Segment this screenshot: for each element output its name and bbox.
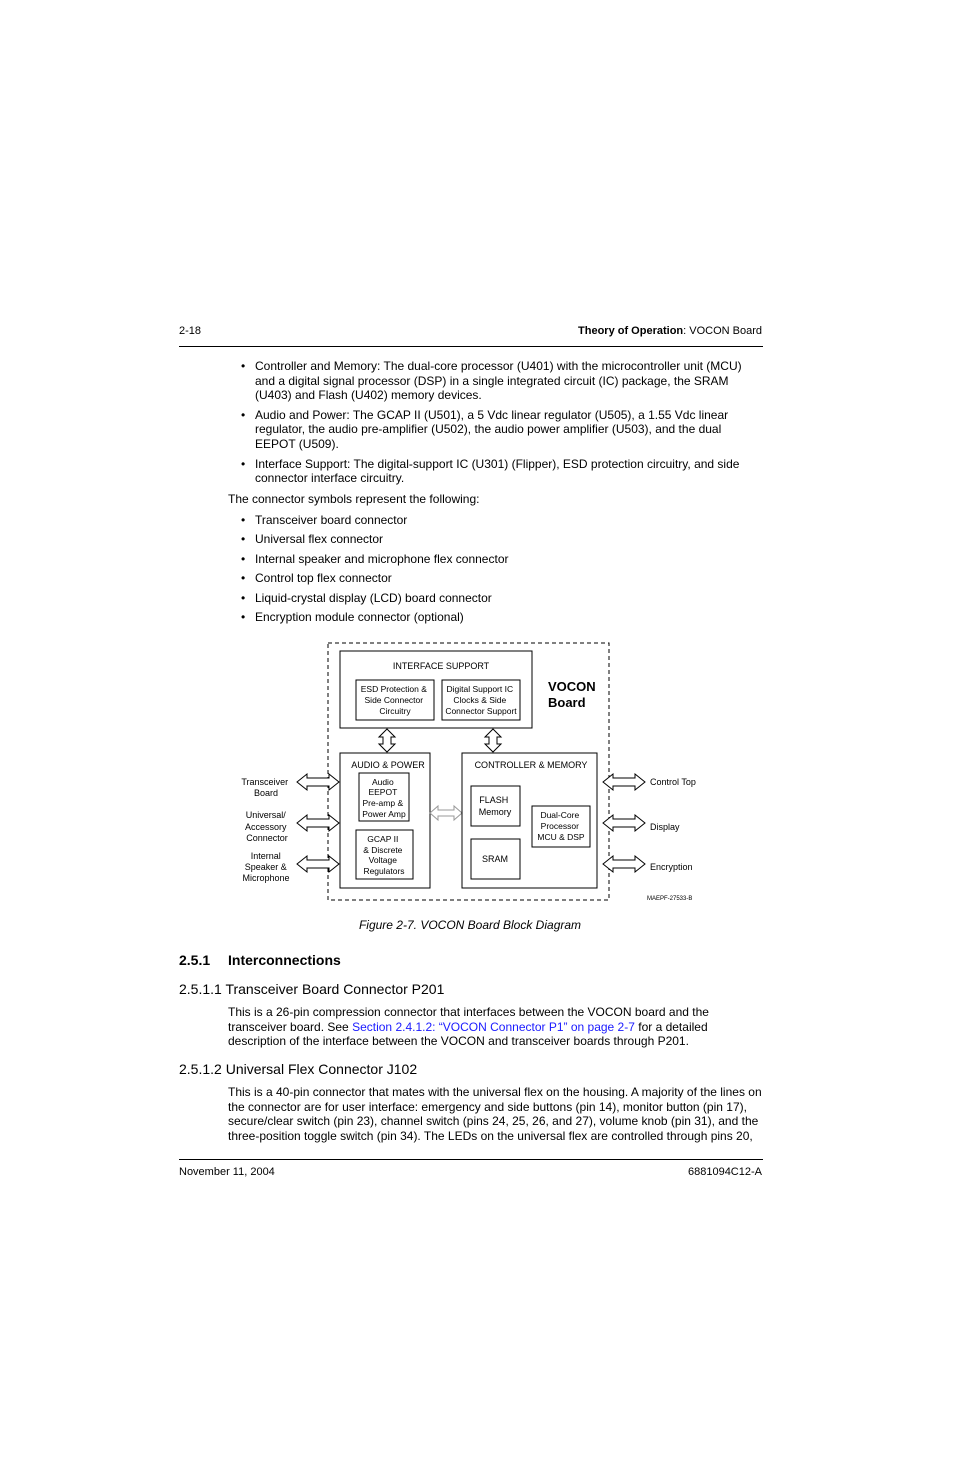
esd-protection-label: ESD Protection & Side Connector Circuitry xyxy=(360,684,427,716)
flash-memory-block xyxy=(471,786,520,826)
vertical-arrow-audio xyxy=(379,729,395,752)
list-item: • Audio and Power: The GCAP II (U501), a 5 Vdc linear regulator (U505), a 1.55 Vdc linear regulator, the audio pre-amplifier (U502), the audio power amplifier (U503), and the dual EEPOT (U509). xyxy=(239,408,769,452)
audio-eepot-label: Audio EEPOT Pre-amp & Power Amp xyxy=(362,777,406,819)
section-title: Interconnections xyxy=(228,952,341,968)
subsection-heading-p201: 2.5.1.1 Transceiver Board Connector P201 xyxy=(179,981,445,997)
control-top-label: Control Top xyxy=(650,777,696,787)
dual-core-label: Dual-Core Processor MCU & DSP xyxy=(537,810,585,842)
connector-intro: The connector symbols represent the following: xyxy=(228,492,480,506)
gcap-label: GCAP II & Discrete Voltage Regulators xyxy=(363,834,405,876)
list-item: • Controller and Memory: The dual-core processor (U401) with the microcontroller unit (MCU) and a digital signal processor (DSP) in a single integrated circuit (IC) package, the SRAM (U403) and Flash (U402) memory devices. xyxy=(239,359,769,403)
audio-power-label: AUDIO & POWER xyxy=(351,760,425,770)
list-item: • Transceiver board connector xyxy=(239,513,639,528)
digital-support-label: Digital Support IC Clocks & Side Connector Support xyxy=(445,684,517,716)
section-number: 2.5.1 xyxy=(179,952,211,968)
internal-speaker-label: Internal Speaker & Microphone xyxy=(242,851,290,883)
universal-accessory-label: Universal/ Accessory Connector xyxy=(244,810,288,843)
paragraph-j102: This is a 40-pin connector that mates with the universal flex on the housing. A majority of the lines on the connector are for user interface: emergency and side buttons (pin 14), monitor button (pin 17), secure/clear switch (pin 23), channel switch (pins 24, 25, 26, and 27), volume knob (pin 31), and the three-position toggle switch (pin 34). The LEDs on the universal flex are controlled through pins 20, xyxy=(228,1085,762,1143)
paragraph-p201: This is a 26-pin compression connector that interfaces between the VOCON board and the transceiver board. See Section 2.4.1.2: “VOCON Connector P1” on page 2-7 for a detailed description of the interface between the VOCON and transceiver boards through P201. xyxy=(228,1005,709,1049)
vertical-arrow-controller xyxy=(485,729,501,752)
figure-caption: Figure 2-7. VOCON Board Block Diagram xyxy=(358,918,582,932)
audio-controller-arrow xyxy=(430,806,462,820)
flash-memory-label: FLASH Memory xyxy=(478,795,512,817)
list-item: • Internal speaker and microphone flex connector xyxy=(239,552,639,567)
encryption-label: Encryption xyxy=(650,862,693,872)
transceiver-board-label: Transceiver Board xyxy=(241,777,289,798)
page-number: 2-18 xyxy=(179,325,202,337)
controller-memory-label: CONTROLLER & MEMORY xyxy=(474,760,588,770)
footer-date: November 11, 2004 xyxy=(179,1166,275,1178)
section-link[interactable]: Section 2.4.1.2: “VOCON Connector P1” on page 2-7 xyxy=(352,1019,635,1034)
list-item: • Liquid-crystal display (LCD) board connector xyxy=(239,591,639,606)
encryption-connector-arrow xyxy=(603,856,645,872)
list-item: • Encryption module connector (optional) xyxy=(239,610,639,625)
list-item: • Universal flex connector xyxy=(239,532,639,547)
display-label: Display xyxy=(650,822,680,832)
footer-doc-number: 6881094C12-A xyxy=(687,1166,762,1178)
subsection-heading-j102: 2.5.1.2 Universal Flex Connector J102 xyxy=(179,1061,418,1077)
vocon-board-title: VOCON Board xyxy=(548,679,596,710)
universal-connector-arrow xyxy=(297,815,339,831)
control-top-connector-arrow xyxy=(603,774,645,790)
speaker-mic-connector-arrow xyxy=(297,856,339,872)
display-connector-arrow xyxy=(603,815,645,831)
figure-code: MAEPF-27533-B xyxy=(647,896,693,902)
running-header: Theory of Operation: VOCON Board xyxy=(578,325,762,337)
transceiver-connector-arrow xyxy=(297,774,339,790)
sram-label: SRAM xyxy=(481,854,509,864)
list-item: • Interface Support: The digital-support IC (U301) (Flipper), ESD protection circuitry, and side connector interface circuitry. xyxy=(239,457,769,486)
list-item: • Control top flex connector xyxy=(239,571,639,586)
footer-rule xyxy=(179,1159,763,1160)
interface-support-label: INTERFACE SUPPORT xyxy=(392,661,490,671)
